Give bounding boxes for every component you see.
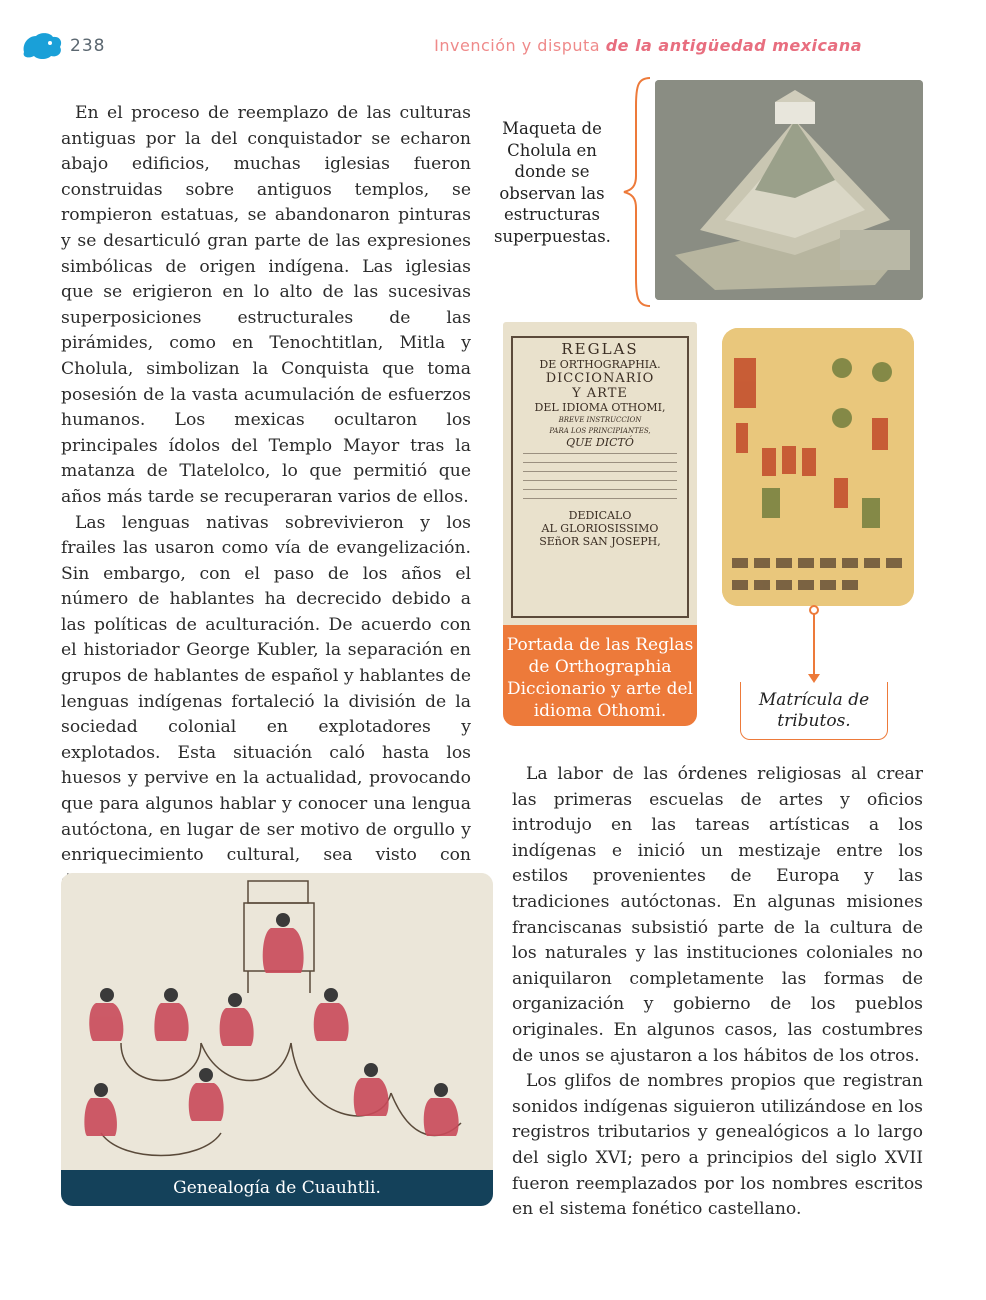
page-number: 238 (70, 36, 106, 56)
book-line: AL GLORIOSISSIMO (541, 522, 659, 535)
arrow-down-icon (806, 604, 822, 684)
brace-icon (620, 76, 654, 308)
running-head (434, 36, 862, 55)
logo-icon (20, 30, 64, 62)
book-line: REGLAS (561, 340, 639, 358)
paragraph: Los glifos de nombres propios que registran sonidos indígenas siguieron utilizándose en los registros tributarios y genealógicos a lo largo del siglo XVI; pero a principios del siglo XVII fueron reemplazados por los nombres escritos en el sistema fonético castellano. (512, 1071, 923, 1220)
book-line: DEL IDIOMA OTHOMI, (534, 401, 666, 414)
book-line: QUE DICTÓ (566, 436, 634, 449)
book-line: BREVE INSTRUCCION (558, 416, 642, 424)
cholula-model-photo (655, 80, 923, 300)
matricula-caption: Matrícula de tributos. (740, 682, 888, 740)
cholula-caption: Maqueta de Cholula en donde se observan las estructuras superpuestas. (494, 119, 611, 246)
reglas-book-cover (503, 322, 697, 632)
paragraph: En el proceso de reemplazo de las culturas antiguas por la del conquistador se echaron abajo edificios, muchas iglesias fueron construidas sobre antiguos templos, se rompieron estatuas, se abandonaron pinturas y se desarticuló gran parte de las expresiones simbólicas de origen indígena. Las iglesias que se erigieron en lo alto de las sucesivas superposiciones estructurales de las pirámides, como en Tenochtitlan, Mitla y Cholula, simbolizan la Conquista que toma posesión de la vasta acumulación de esfuerzos humanos. Los mexicas ocultaron los principales ídolos del Templo Mayor tras la matanza de Tlatelolco, lo que permitió que años más tarde se recuperaran varios de ellos. (61, 103, 471, 507)
genealogia-image (61, 873, 493, 1171)
book-line: Y ARTE (572, 386, 628, 401)
matricula-tributos-image (722, 328, 914, 606)
running-head-plain: Invención y disputa (434, 36, 606, 55)
book-title-page (517, 340, 683, 548)
paragraph: La labor de las órdenes religiosas al crear las primeras escuelas de artes y oficios introdujo en las tareas artísticas a los indígenas e inició un mestizaje entre los estilos provenientes de Europa y las tradiciones autóctonas. En algunas misiones franciscanas subsistió parte de la cultura de los naturales y las instituciones coloniales no aniquilaron completamente las formas de organización y gobierno de los pueblos originales. En algunos casos, las costumbres de unos se ajustaron a los hábitos de los otros. (512, 764, 923, 1066)
book-line: PARA LOS PRINCIPIANTES, (549, 427, 651, 435)
reglas-caption: Portada de las Reglas de Orthographia Diccionario y arte del idioma Othomi. (503, 625, 697, 726)
book-line: DICCIONARIO (545, 371, 655, 386)
running-head-italic: de la antigüedad mexicana (605, 36, 862, 55)
paragraph: Las lenguas nativas sobrevivieron y los frailes las usaron como vía de evangelización. Sin embargo, con el paso de los años el número de hablantes ha decrecido debido a las políticas de aculturación. De acuerdo con el historiador George Kubler, la separación en grupos de hablantes de español y hablantes de lenguas indígenas fortaleció la división de la sociedad colonial en explotadores y explotados. Esta situación caló hasta los huesos y pervive en la actualidad, provocando que para algunos hablar y conocer una lengua autóctona, en lugar de ser motivo de orgullo y enriquecimiento cultural, sea visto con (61, 512, 471, 866)
book-line: DEDICALO (568, 509, 632, 522)
right-column-text (512, 762, 923, 1223)
book-line: DE ORTHOGRAPHIA. (539, 358, 661, 371)
genealogia-caption: Genealogía de Cuauhtli. (61, 1170, 493, 1206)
book-line: SEñOR SAN JOSEPH, (539, 535, 661, 548)
left-column-text (61, 101, 471, 920)
book-small-print (523, 453, 677, 505)
